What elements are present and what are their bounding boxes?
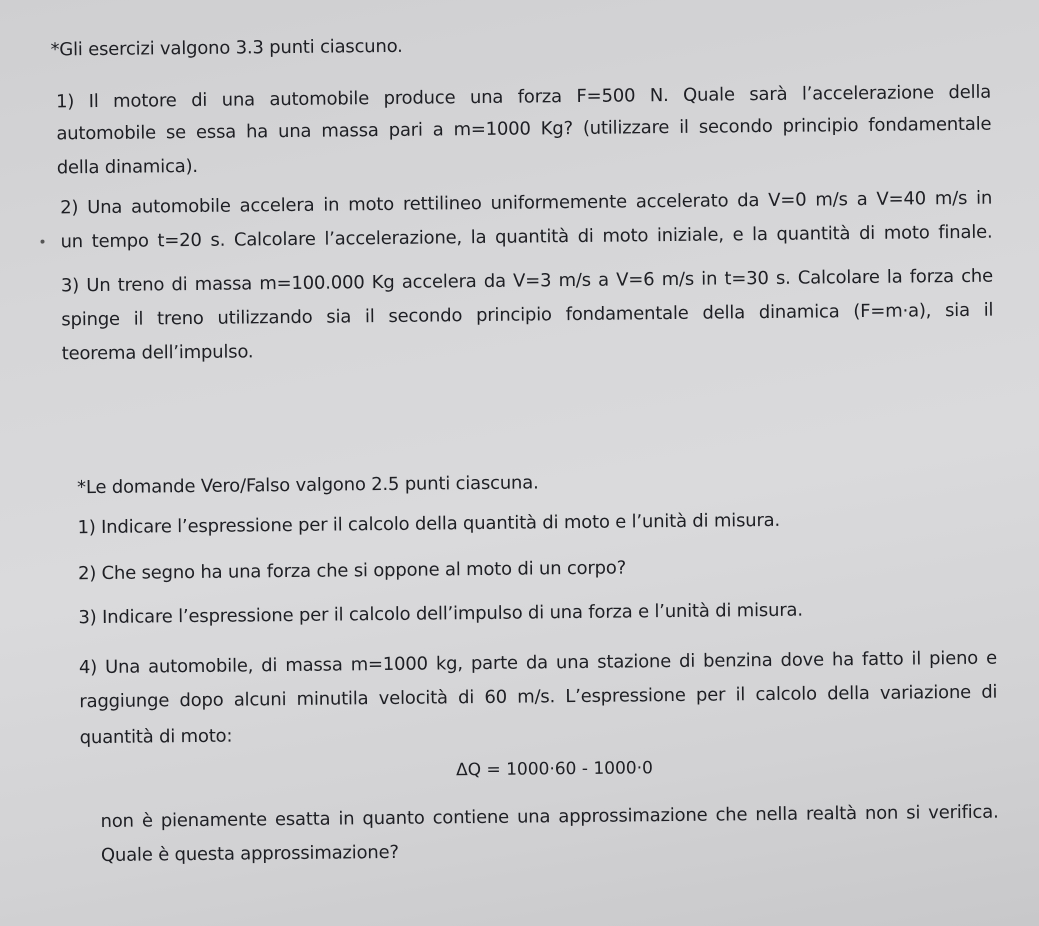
exercise-1-line-3: della dinamica). (56, 155, 199, 179)
question-1: 1) Indicare l’espressione per il calcolo della quantità di moto e l’unità di misura. (77, 509, 781, 539)
section-two-header: *Le domande Vero/Falso valgono 2.5 punti ciascuna. (77, 472, 539, 499)
pencil-dot-mark (41, 240, 45, 244)
exercise-3-line-1: 3) Un treno di massa m=100.000 Kg accelera da V=3 m/s a V=6 m/s in t=30 s. Calcolare la forza che (60, 265, 994, 297)
exercise-1-line-2: automobile se essa ha una massa pari a m=1000 Kg? (utilizzare il secondo principio fondamentale (56, 113, 992, 145)
momentum-formula: ΔQ = 1000·60 - 1000·0 (455, 758, 653, 781)
question-4-line-3: quantità di moto: (79, 725, 233, 749)
question-3: 3) Indicare l’espressione per il calcolo dell’impulso di una forza e l’unità di misura. (78, 599, 803, 629)
exercise-2-line-1: 2) Una automobile accelera in moto rettilineo uniformemente accelerato da V=0 m/s a V=40 m/s in (60, 187, 993, 219)
exercise-2-line-2: un tempo t=20 s. Calcolare l’accelerazione, la quantità di moto iniziale, e la quantità di moto finale. (60, 221, 993, 253)
exercise-3-line-3: teorema dell’impulso. (61, 341, 254, 365)
question-2: 2) Che segno ha una forza che si oppone al moto di un corpo? (77, 557, 627, 585)
question-4-tail-line-1: non è pienamente esatta in quanto contiene una approssimazione che nella realtà non si verifica. (100, 801, 999, 832)
section-one-header: *Gli esercizi valgono 3.3 punti ciascuno. (50, 35, 403, 61)
question-4-line-2: raggiunge dopo alcuni minutila velocità di 60 m/s. L’espressione per il calcolo della variazione di (79, 681, 998, 713)
question-4-tail-line-2: Quale è questa approssimazione? (100, 841, 399, 866)
question-4-line-1: 4) Una automobile, di massa m=1000 kg, parte da una stazione di benzina dove ha fatto il pieno e (78, 647, 998, 679)
exercise-1-line-1: 1) Il motore di una automobile produce una forza F=500 N. Quale sarà l’accelerazione della (55, 81, 992, 113)
exercise-3-line-2: spinge il treno utilizzando sia il secondo principio fondamentale della dinamica (F=m·a), sia il (61, 299, 994, 331)
